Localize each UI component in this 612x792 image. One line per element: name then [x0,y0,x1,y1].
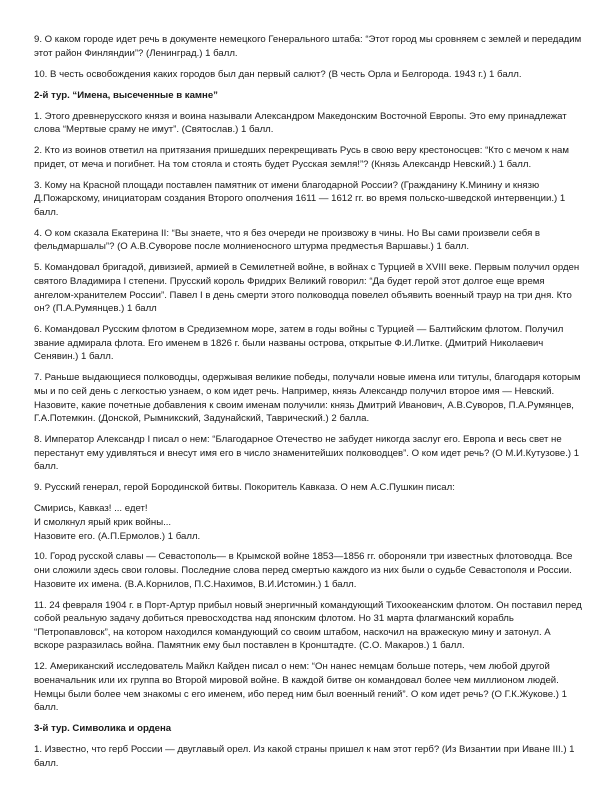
paragraph-r2-q10: 10. Город русской славы — Севастополь— в Крымской войне 1853—1856 гг. обороняли три известных флотоводца. Все они сложили здесь свои головы. Последние слова перед смертью каждого из них были о судьбе Севастополя и России. Назовите их имена. (В.А.Корнилов, П.С.Нахимов, В.И.Истомин.) 1 балл. [34,551,573,590]
paragraph-q9-city: 9. О каком городе идет речь в документе немецкого Генерального штаба: “Этот город мы сровняем с землей и передадим этот район Финляндии”? (Ленинград.) 1 балл. [34,34,582,59]
paragraph-r2-q9: 9. Русский генерал, герой Бородинской битвы. Покоритель Кавказа. О нем А.С.Пушкин писал: [34,482,455,494]
document-body [34,33,582,778]
paragraph-r2-q5: 5. Командовал бригадой, дивизией, армией в Семилетней войне, в войнах с Турцией в XVIII веке. Первым получил орден святого Владимира I степени. Прусский король Фридрих Великий говорил: “Да будет герой этот долгое еще время ангелом-хранителем России”. Павел I в день смерти этого полководца повелел объявить военный траур на три дня. Кто он? (П.А.Румянцев.) 1 балл [34,262,580,315]
poem-line: И смолкнул ярый крик войны... [34,516,172,528]
poem-line: Назовите его. (А.П.Ермолов.) 1 балл. [34,530,201,542]
paragraph-r2-q11: 11. 24 февраля 1904 г. в Порт-Артур прибыл новый энергичный командующий Тихоокеанским флотом. Он поставил перед собой реальную задачу добиться превосходства над японским флотом. Но 31 марта флагманский корабль “Петропавловск”, на котором находился командующий со своим штабом, наскочил на вражескую мину и затонул. А вскоре разразилась война. Памятник ему был поставлен в Кронштадте. (С.О. Макаров.) 1 балл. [34,599,582,652]
paragraph-r3-q1: 1. Известно, что герб России — двуглавый орел. Из какой страны пришел к нам этот герб? (Из Византии при Иване III.) 1 балл. [34,744,575,769]
section-heading-round-2: 2-й тур. “Имена, высеченные в камне” [34,89,218,101]
paragraph-r2-q3: 3. Кому на Красной площади поставлен памятник от имени благодарной России? (Гражданину К.Минину и князю Д.Пожарскому, инициаторам создания Второго ополчения 1611 — 1612 гг. во время польско-шведской интервенции.) 1 балл. [34,179,566,218]
paragraph-r2-q1: 1. Этого древнерусского князя и воина называли Александром Македонским Восточной Европы. Это ему принадлежат слова “Мертвые сраму не имут”. (Святослав.) 1 балл. [34,110,567,136]
paragraph-r2-q8: 8. Император Александр I писал о нем: “Благодарное Отечество не забудет никогда заслуг его. Европа и весь свет не перестанут ему удивляться и внесут имя его в число знаменитейших полководцев”. О ком идет речь? (О М.И.Кутузове.) 1 балл. [34,434,580,473]
poem-line: Смирись, Кавказ! ... едет! [34,503,148,515]
paragraph-r2-q12: 12. Американский исследователь Майкл Кайден писал о нем: “Он нанес немцам больше потерь, чем любой другой военачальник или их группа во Второй мировой войне. В каждой битве он командовал более чем миллионом людей. Немцы были более чем знакомы с его именем, ибо перед ним был военный гений”. О ком идет речь? (О Г.К.Жукове.) 1 балл. [34,661,567,714]
paragraph-r2-q7: 7. Раньше выдающиеся полководцы, одержывая великие победы, получали новые имена или титулы, благодаря которым мы и по сей день с легкостью узнаем, о ком идет речь. Например, князь Александр получил второе имя — Невский. Назовите, какие почетные добавления к своим именам получили: князь Дмитрий Иванович, А.В.Суворов, П.А.Румянцев, Г.А.Потемкин. (Донской, Рымникский, Задунайский, Таврический.) 2 балла. [34,372,581,425]
paragraph-r2-q6: 6. Командовал Русским флотом в Средиземном море, затем в годы войны с Турцией — Балтийским флотом. Получил звание адмирала флота. Его именем в 1826 г. были названы острова, открытые Ф.И.Литке. (Дмитрий Николаевич Сенявин.) 1 балл. [34,324,564,363]
paragraph-r2-q2: 2. Кто из воинов ответил на притязания пришедших перекрещивать Русь в свою веру крестоносцев: “Кто с мечом к нам придет, от меча и погибнет. На том стояла и стоять будет Русская земля!”? (Князь Александр Невский.) 1 балл. [34,145,569,170]
paragraph-r2-q4: 4. О ком сказала Екатерина II: “Вы знаете, что я без очереди не произвожу в чины. Но Вы сами произвели себя в фельдмаршалы”? (О А.В.Суворове после молниеносного штурма предместья Варшавы.) 1 балл. [34,227,541,253]
section-heading-round-3: 3-й тур. Символика и ордена [34,723,172,735]
poem-quote [34,502,582,543]
paragraph-q10-salute: 10. В честь освобождения каких городов был дан первый салют? (В честь Орла и Белгорода. 1943 г.) 1 балл. [34,68,522,80]
